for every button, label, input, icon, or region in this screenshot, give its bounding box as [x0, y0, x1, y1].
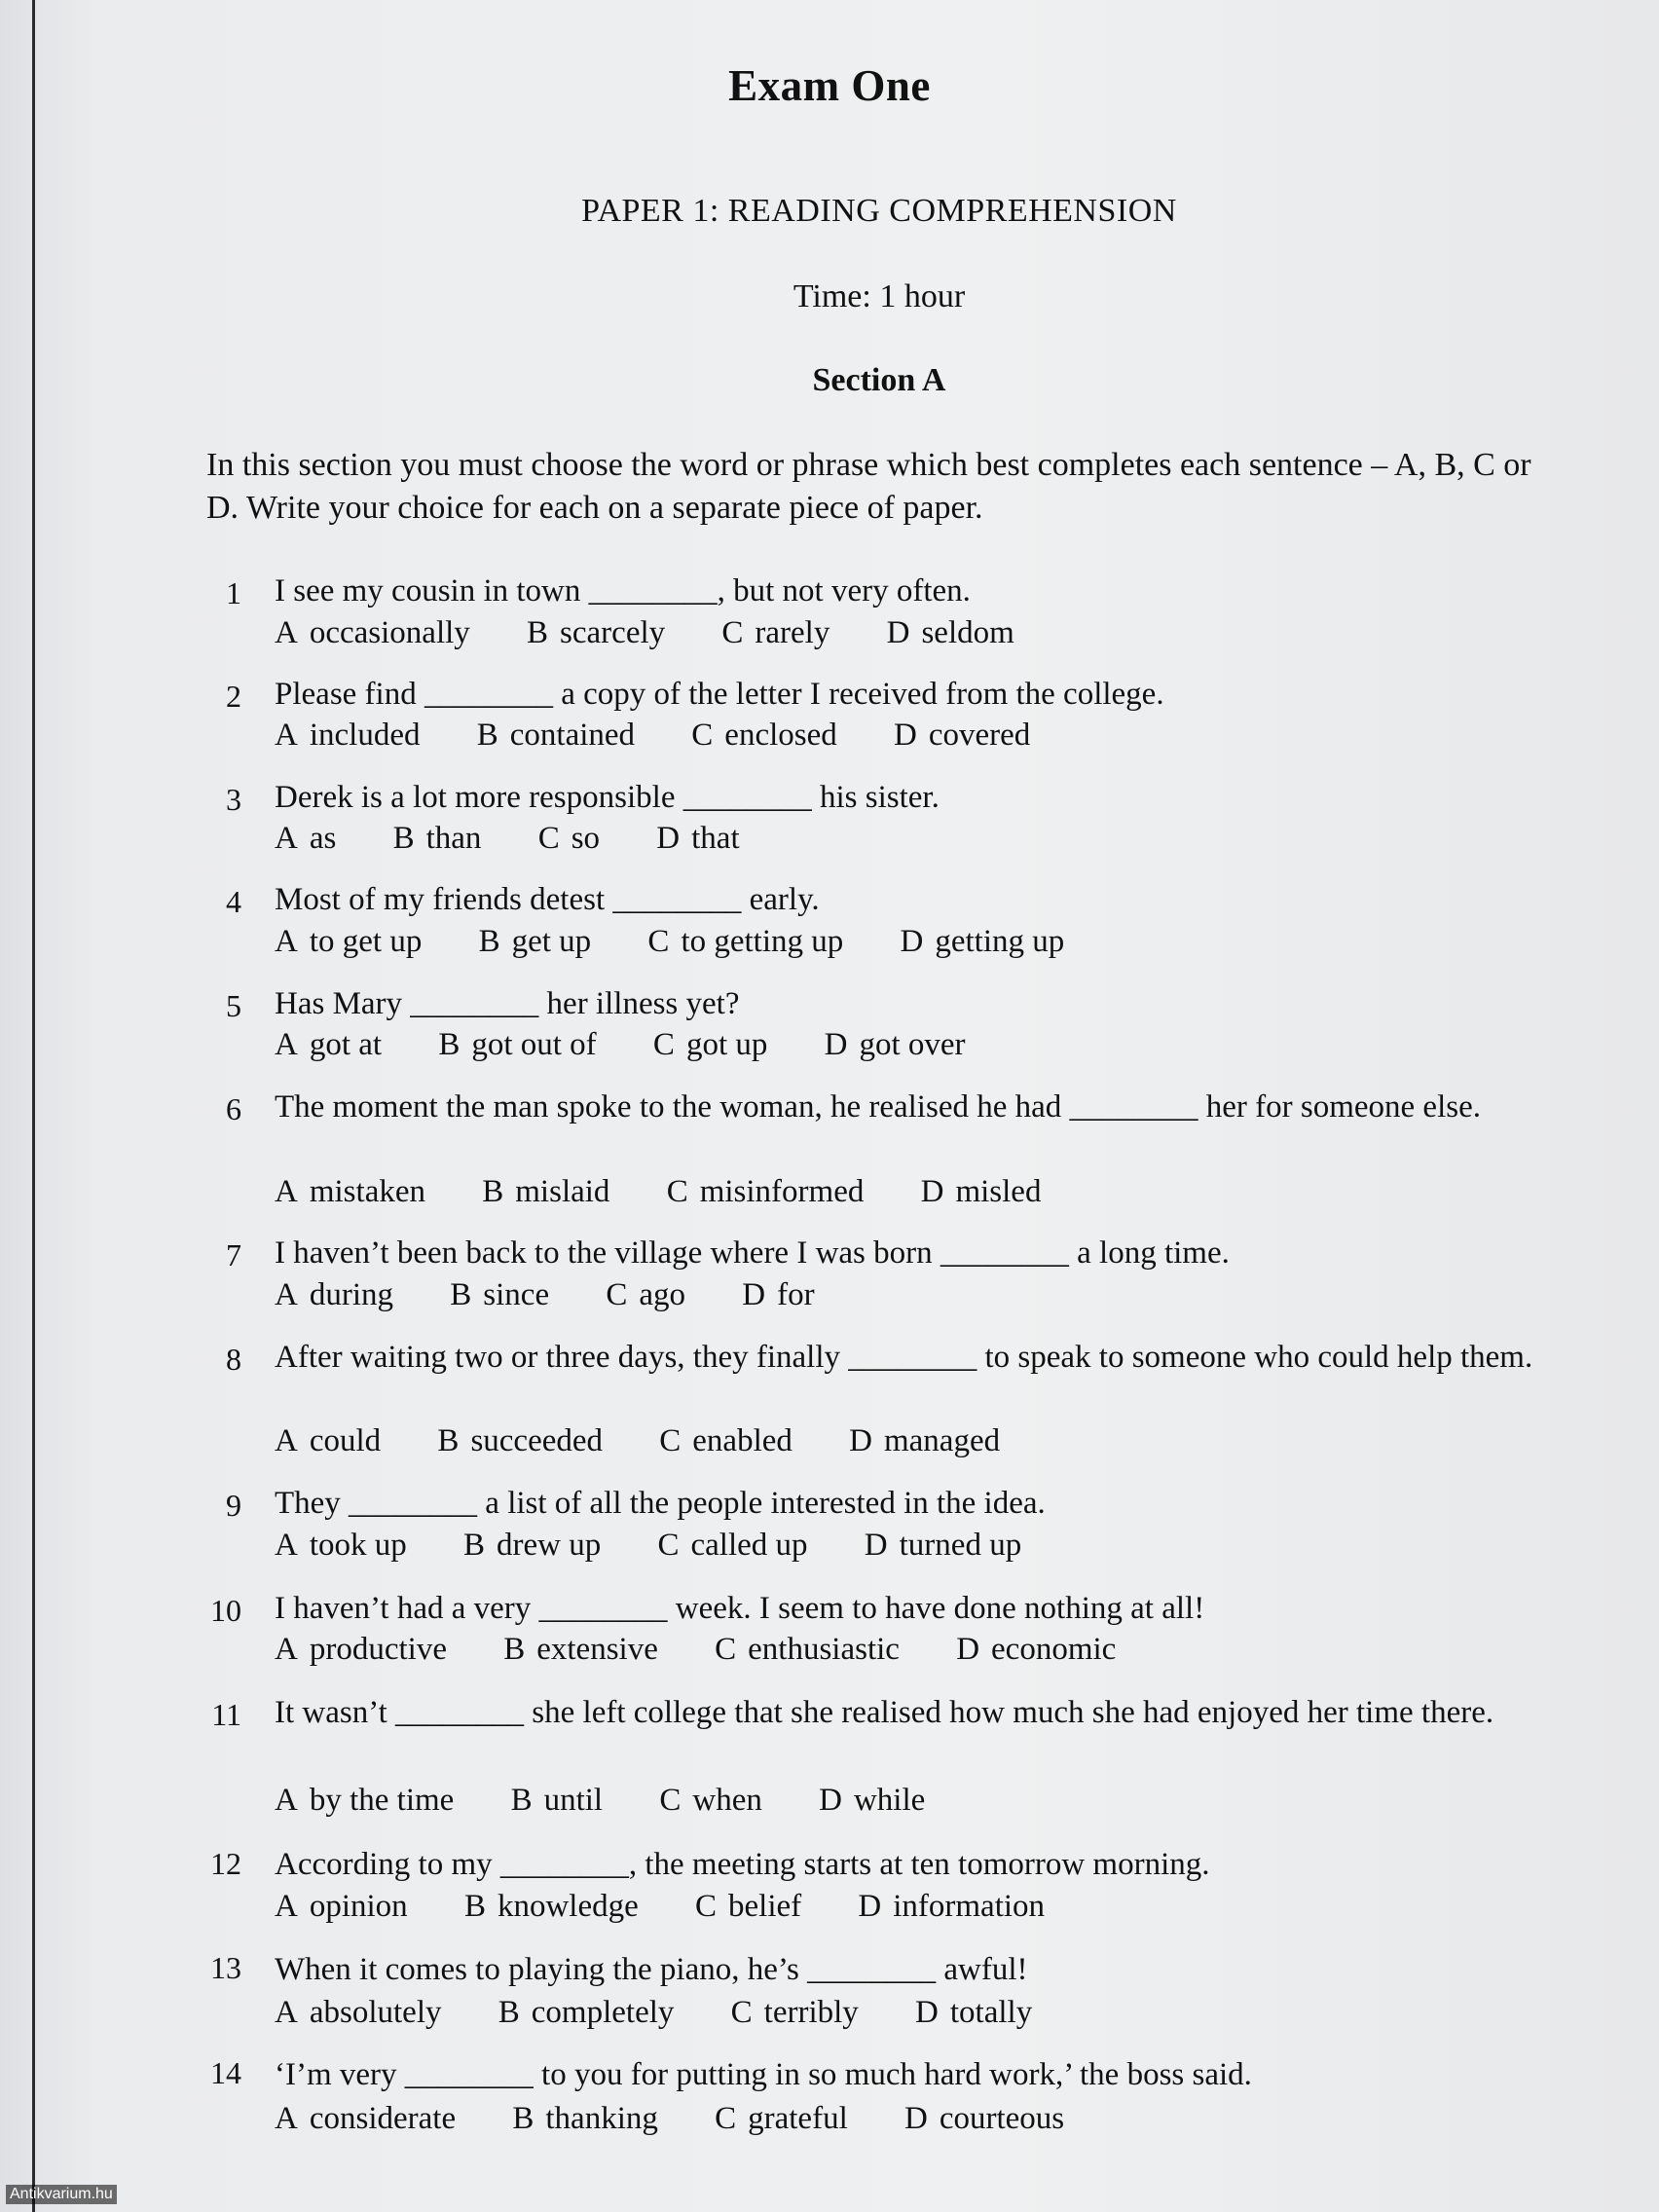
question-stem: The moment the man spoke to the woman, he realised he had ________ her for someone else. — [275, 1089, 1481, 1124]
question-number: 7 — [226, 1237, 241, 1272]
answer-option[interactable]: A during — [275, 1277, 394, 1312]
question-stem: Please find ________ a copy of the letter I received from the college. — [275, 677, 1164, 712]
answer-option[interactable]: A as — [275, 821, 337, 856]
question-number: 1 — [226, 575, 241, 610]
answer-option[interactable]: A occasionally — [275, 615, 470, 650]
answer-options — [275, 612, 1569, 654]
answer-option[interactable]: D seldom — [886, 615, 1014, 650]
answer-option[interactable]: D for — [742, 1277, 815, 1312]
answer-option[interactable]: D that — [656, 821, 740, 856]
answer-option[interactable]: C enthusiastic — [715, 1632, 900, 1667]
answer-option[interactable]: C ago — [606, 1277, 686, 1312]
answer-option[interactable]: A took up — [275, 1528, 407, 1563]
answer-options — [275, 1992, 1569, 2034]
answer-option[interactable]: D covered — [894, 718, 1031, 753]
answer-option[interactable]: D misled — [920, 1174, 1042, 1209]
time-limit: Time: 1 hour — [793, 278, 966, 314]
site-watermark: Antikvarium.hu — [6, 2185, 117, 2204]
answer-option[interactable]: D getting up — [900, 924, 1065, 959]
answer-option[interactable]: B thanking — [512, 2101, 658, 2136]
answer-option[interactable]: C misinformed — [666, 1174, 865, 1209]
question-stem: Has Mary ________ her illness yet? — [275, 986, 740, 1021]
answer-option[interactable]: B until — [510, 1783, 604, 1818]
answer-options — [275, 2098, 1569, 2140]
answer-option[interactable]: B completely — [498, 1995, 675, 2030]
answer-option[interactable]: A could — [275, 1423, 382, 1458]
question-stem: After waiting two or three days, they finally ________ to speak to someone who could help them. — [275, 1340, 1533, 1375]
answer-option[interactable]: A opinion — [275, 1889, 408, 1924]
answer-option[interactable]: C when — [659, 1783, 762, 1818]
answer-option[interactable]: A considerate — [275, 2101, 457, 2136]
answer-options — [275, 715, 1569, 756]
question-number: 8 — [226, 1342, 241, 1377]
answer-option[interactable]: C belief — [695, 1889, 802, 1924]
question-number: 14 — [210, 2055, 241, 2090]
answer-option[interactable]: B contained — [476, 718, 636, 753]
answer-option[interactable]: C terribly — [730, 1995, 859, 2030]
question-stem: When it comes to playing the piano, he’s ________ awful! — [275, 1952, 1028, 1987]
question-stem: Derek is a lot more responsible ________ his sister. — [275, 780, 940, 815]
answer-options — [275, 818, 1569, 860]
question-stem: It wasn’t ________ she left college that she realised how much she had enjoyed her time there. — [275, 1695, 1494, 1730]
question-number: 10 — [210, 1593, 241, 1628]
answer-option[interactable]: D while — [819, 1783, 926, 1818]
section-heading: Section A — [812, 362, 946, 398]
answer-options — [275, 1024, 1569, 1066]
answer-option[interactable]: C rarely — [721, 615, 830, 650]
answer-options — [275, 1171, 1569, 1213]
answer-option[interactable]: B get up — [478, 924, 592, 959]
answer-options — [275, 1274, 1569, 1316]
question-number: 11 — [211, 1697, 241, 1732]
answer-option[interactable]: A mistaken — [275, 1174, 425, 1209]
answer-options — [275, 1420, 1569, 1462]
question-number: 9 — [226, 1488, 241, 1523]
answer-option[interactable]: B mislaid — [482, 1174, 610, 1209]
answer-option[interactable]: D managed — [849, 1423, 1001, 1458]
answer-options — [275, 921, 1569, 963]
question-number: 3 — [226, 782, 241, 817]
question-stem: I haven’t been back to the village where I was born ________ a long time. — [275, 1235, 1230, 1271]
answer-option[interactable]: C grateful — [715, 2101, 848, 2136]
answer-option[interactable]: A included — [275, 718, 421, 753]
answer-option[interactable]: D got over — [824, 1027, 966, 1062]
answer-option[interactable]: A absolutely — [275, 1995, 442, 2030]
answer-option[interactable]: C got up — [652, 1027, 768, 1062]
question-number: 5 — [226, 988, 241, 1023]
answer-options — [275, 1525, 1569, 1567]
answer-option[interactable]: D economic — [956, 1632, 1117, 1667]
answer-option[interactable]: D turned up — [864, 1528, 1022, 1563]
answer-option[interactable]: B drew up — [463, 1528, 602, 1563]
question-stem: I haven’t had a very ________ week. I seem to have done nothing at all! — [275, 1591, 1205, 1626]
question-stem: I see my cousin in town ________, but not very often. — [275, 573, 971, 608]
question-stem: According to my ________, the meeting starts at ten tomorrow morning. — [275, 1847, 1210, 1882]
answer-option[interactable]: B scarcely — [527, 615, 666, 650]
answer-option[interactable]: C to getting up — [647, 924, 844, 959]
question-number: 6 — [226, 1091, 241, 1126]
answer-option[interactable]: B got out of — [438, 1027, 597, 1062]
answer-option[interactable]: C so — [537, 821, 601, 856]
question-number: 2 — [226, 679, 241, 714]
answer-option[interactable]: A by the time — [275, 1783, 455, 1818]
answer-option[interactable]: D information — [858, 1889, 1046, 1924]
answer-option[interactable]: A to get up — [275, 924, 423, 959]
answer-option[interactable]: B than — [392, 821, 482, 856]
question-stem: They ________ a list of all the people interested in the idea. — [275, 1486, 1046, 1521]
answer-option[interactable]: D totally — [915, 1995, 1033, 2030]
answer-option[interactable]: C enabled — [659, 1423, 793, 1458]
answer-options — [275, 1629, 1569, 1671]
question-number: 12 — [210, 1846, 241, 1881]
paper-heading: PAPER 1: READING COMPREHENSION — [581, 193, 1177, 229]
question-number: 13 — [210, 1950, 241, 1985]
answer-option[interactable]: D courteous — [903, 2101, 1065, 2136]
answer-option[interactable]: A productive — [275, 1632, 447, 1667]
answer-option[interactable]: A got at — [275, 1027, 383, 1062]
answer-option[interactable]: B succeeded — [437, 1423, 604, 1458]
answer-option[interactable]: B extensive — [503, 1632, 658, 1667]
page-title: Exam One — [728, 61, 931, 110]
answer-option[interactable]: B since — [450, 1277, 550, 1312]
instructions: In this section you must choose the word or phrase which best completes each sentence – A, B, C or D. Write your choice for each on a separate piece of paper. — [206, 447, 1531, 526]
question-stem: Most of my friends detest ________ early. — [275, 882, 820, 917]
answer-option[interactable]: B knowledge — [463, 1889, 639, 1924]
question-number: 4 — [226, 884, 241, 919]
answer-options — [275, 1886, 1569, 1928]
answer-option[interactable]: C called up — [657, 1528, 808, 1563]
answer-options — [275, 1780, 1569, 1822]
answer-option[interactable]: C enclosed — [691, 718, 837, 753]
question-stem: ‘I’m very ________ to you for putting in so much hard work,’ the boss said. — [275, 2057, 1252, 2092]
